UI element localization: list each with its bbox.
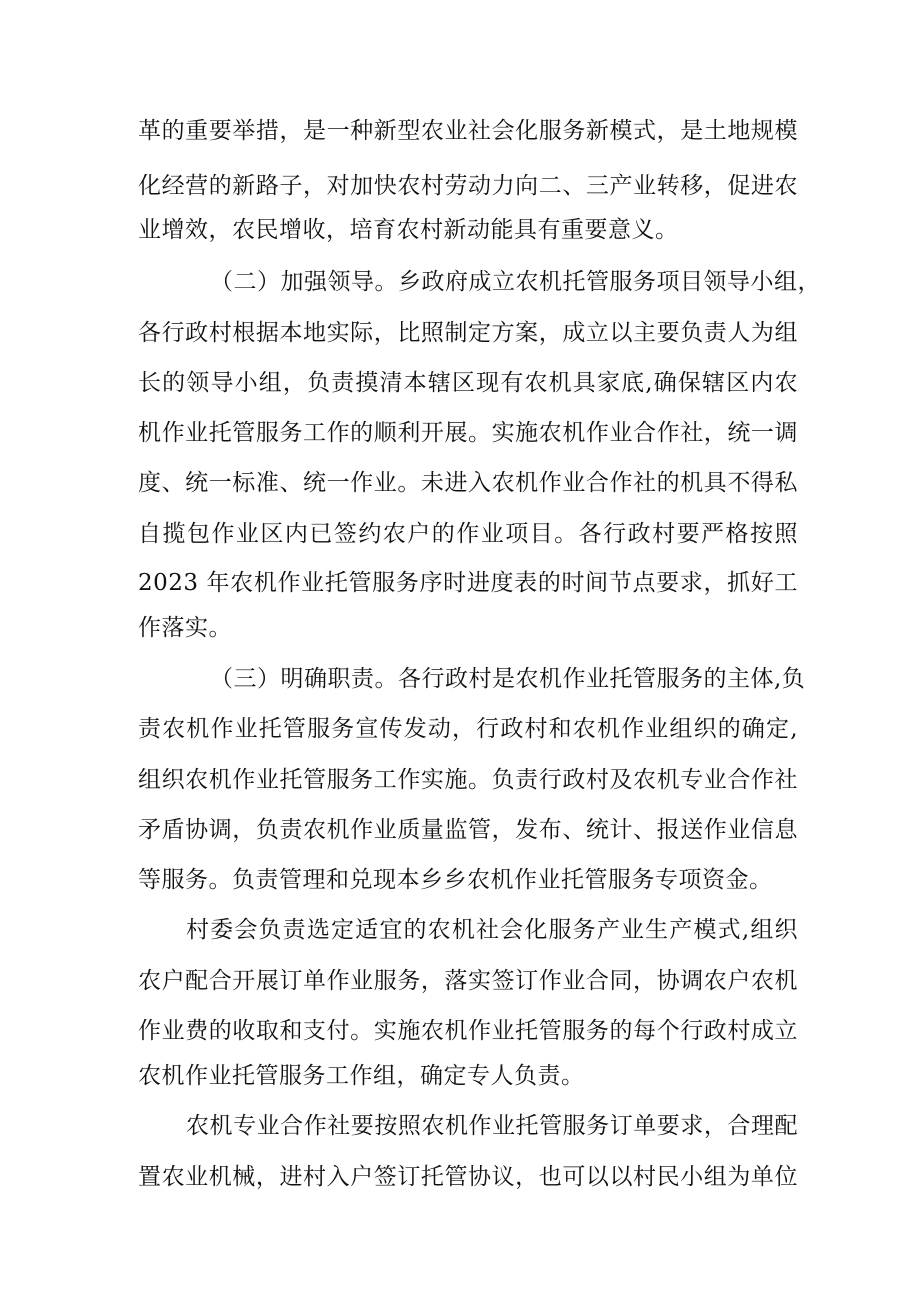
text-line: 农户配合开展订单作业服务，落实签订作业合同，协调农户农机 [138, 968, 798, 994]
text-line: 度、统一标准、统一作业。未进入农机作业合作社的机具不得私 [138, 470, 798, 496]
text-line: 矛盾协调，负责农机作业质量监管，发布、统计、报送作业信息 [138, 817, 798, 843]
text-line: 等服务。负责管理和兑现本乡乡农机作业托管服务专项资金。 [138, 867, 773, 893]
text-line: 责农机作业托管服务宣传发动，行政村和农机作业组织的确定, [138, 716, 798, 742]
text-line: 机作业托管服务工作的顺利开展。实施农机作业合作社，统一调 [138, 420, 798, 446]
text-line: 化经营的新路子，对加快农村劳动力向二、三产业转移，促进农 [138, 173, 798, 199]
text-line: 农机专业合作社要按照农机作业托管服务订单要求，合理配 [186, 1113, 798, 1139]
text-line: 长的领导小组，负责摸清本辖区现有农机具家底,确保辖区内农 [138, 370, 798, 396]
text-line: 自揽包作业区内已签约农户的作业项目。各行政村要严格按照 [138, 521, 798, 547]
text-line: 村委会负责选定适宜的农机社会化服务产业生产模式,组织 [186, 917, 798, 943]
text-line: 革的重要举措，是一种新型农业社会化服务新模式，是土地规模 [138, 118, 798, 144]
text-line: 作业费的收取和支付。实施农机作业托管服务的每个行政村成立 [138, 1018, 798, 1044]
text-line: 各行政村根据本地实际，比照制定方案，成立以主要负责人为组 [138, 320, 798, 346]
text-line: （三）明确职责。各行政村是农机作业托管服务的主体,负 [210, 666, 806, 692]
text-line: 业增效，农民增收，培育农村新动能具有重要意义。 [138, 217, 679, 243]
text-line: 置农业机械，进村入户签订托管协议，也可以以村民小组为单位 [138, 1164, 798, 1190]
text-line: 组织农机作业托管服务工作实施。负责行政村及农机专业合作社 [138, 767, 798, 793]
text-line: 2023 年农机作业托管服务序时进度表的时间节点要求，抓好工 [138, 570, 798, 596]
text-line: 农机作业托管服务工作组，确定专人负责。 [138, 1063, 585, 1089]
text-line: （二）加强领导。乡政府成立农机托管服务项目领导小组， [210, 269, 821, 295]
text-line: 作落实。 [138, 615, 232, 641]
